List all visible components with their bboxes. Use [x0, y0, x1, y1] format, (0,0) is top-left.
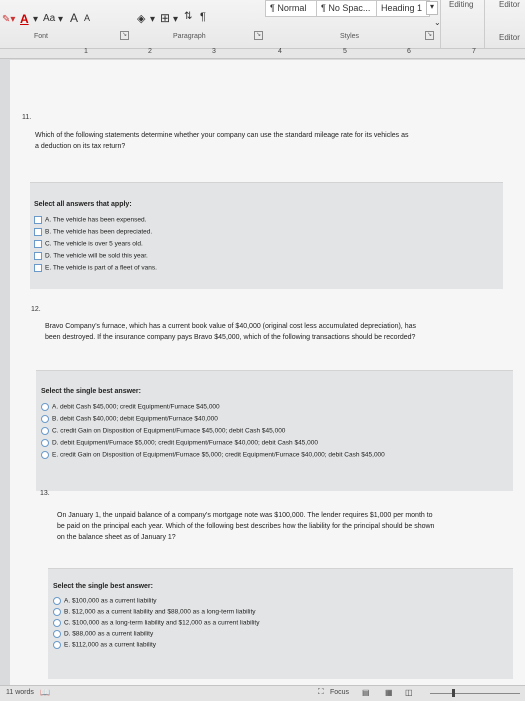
- editing-button[interactable]: [440, 0, 485, 48]
- answer-option[interactable]: [53, 630, 153, 638]
- editor-label: Editor: [499, 0, 520, 9]
- ruler-mark: 3: [212, 48, 216, 55]
- word-count[interactable]: 11 words: [6, 689, 34, 696]
- option-label: A. $100,000 as a current liability: [64, 597, 157, 605]
- option-label: E. credit Gain on Disposition of Equipment/Furnace $5,000; credit Equipment/Furnace $40,000; debit Cash $45,000: [52, 451, 385, 459]
- font-color-dropdown-icon[interactable]: ▾: [33, 14, 39, 25]
- option-label: E. $112,000 as a current liability: [64, 641, 157, 649]
- change-case-button[interactable]: Aa: [43, 13, 56, 24]
- option-label: D. $88,000 as a current liability: [64, 630, 154, 638]
- styles-gallery-icon[interactable]: ⌄: [434, 18, 441, 27]
- paragraph-group-label: Paragraph: [173, 33, 206, 40]
- answer-box: [48, 568, 513, 679]
- answer-option[interactable]: [53, 608, 256, 616]
- question-text: [35, 130, 515, 152]
- ribbon: [0, 0, 525, 49]
- editor-group-label: Editor: [499, 33, 520, 42]
- checkbox[interactable]: [34, 264, 42, 272]
- paragraph-dialog-launcher-icon[interactable]: ↘: [255, 32, 262, 38]
- styles-scroll-icon[interactable]: ▾: [426, 1, 438, 15]
- radio-button[interactable]: [53, 630, 61, 638]
- ruler-mark: 2: [148, 48, 152, 55]
- highlight-icon[interactable]: ✎▾: [2, 14, 16, 25]
- option-label: C. $100,000 as a long-term liability and $12,000 as a current liability: [64, 619, 260, 627]
- radio-button[interactable]: [41, 439, 49, 447]
- ruler-mark: 4: [278, 48, 282, 55]
- question-text: [57, 510, 513, 543]
- option-label: A. The vehicle has been expensed.: [45, 216, 147, 224]
- focus-button[interactable]: Focus: [330, 689, 350, 696]
- horizontal-ruler[interactable]: [0, 49, 525, 59]
- editing-label: Editing: [449, 0, 474, 9]
- question-text-line: On January 1, the unpaid balance of a company's mortgage note was $100,000. The lender requires $1,000 per month to: [57, 512, 433, 519]
- checkbox[interactable]: [34, 228, 42, 236]
- radio-button[interactable]: [41, 415, 49, 423]
- document-page[interactable]: [10, 60, 525, 685]
- radio-button[interactable]: [41, 451, 49, 459]
- question-text-line: on the balance sheet as of January 1?: [57, 534, 176, 541]
- styles-group-label: Styles: [340, 33, 360, 40]
- status-bar: [0, 685, 525, 701]
- radio-button[interactable]: [53, 619, 61, 627]
- question-text: [45, 321, 515, 343]
- web-layout-icon[interactable]: ◫: [405, 688, 413, 697]
- font-group-label: Font: [34, 33, 49, 40]
- styles-dialog-launcher-icon[interactable]: ↘: [426, 32, 433, 38]
- editor-button[interactable]: [484, 0, 525, 48]
- answer-option[interactable]: [41, 427, 285, 435]
- proofing-icon[interactable]: 📖: [40, 688, 50, 697]
- ruler-mark: 5: [343, 48, 347, 55]
- answer-option[interactable]: [41, 439, 318, 447]
- question-text-line: be paid on the principal each year. Which of the following best describes how the liability for the principal should be shown: [57, 523, 435, 530]
- option-label: C. The vehicle is over 5 years old.: [45, 240, 143, 248]
- question-text-line: a deduction on its tax return?: [35, 143, 126, 150]
- checkbox[interactable]: [34, 216, 42, 224]
- show-formatting-icon[interactable]: ¶: [200, 11, 206, 23]
- option-label: D. The vehicle will be sold this year.: [45, 252, 148, 260]
- font-dialog-launcher-icon[interactable]: ↘: [121, 32, 128, 38]
- question-number: 11.: [22, 114, 32, 121]
- radio-button[interactable]: [53, 608, 61, 616]
- answer-instruction: Select the single best answer:: [41, 388, 141, 395]
- shading-dropdown-icon[interactable]: ▾: [150, 14, 156, 25]
- question-text-line: Which of the following statements determine whether your company can use the standard mileage rate for its vehicles as: [35, 132, 409, 139]
- answer-instruction: Select all answers that apply:: [34, 201, 132, 208]
- checkbox[interactable]: [34, 240, 42, 248]
- option-label: B. The vehicle has been depreciated.: [45, 228, 153, 236]
- answer-instruction: Select the single best answer:: [53, 583, 153, 590]
- radio-button[interactable]: [53, 597, 61, 605]
- ruler-mark: 7: [472, 48, 476, 55]
- ruler-mark: 1: [84, 48, 88, 55]
- answer-option[interactable]: [53, 597, 157, 605]
- radio-button[interactable]: [41, 427, 49, 435]
- option-label: C. credit Gain on Disposition of Equipment/Furnace $45,000; debit Cash $45,000: [52, 427, 286, 435]
- sort-icon[interactable]: ⇅: [184, 11, 193, 22]
- shading-icon[interactable]: ◈: [137, 13, 146, 25]
- answer-option[interactable]: [34, 252, 148, 260]
- answer-option[interactable]: [53, 641, 156, 649]
- question-text-line: been destroyed. If the insurance company pays Bravo $45,000, which of the following transactions should be recorded?: [45, 334, 416, 341]
- option-label: A. debit Cash $45,000; credit Equipment/Furnace $45,000: [52, 403, 220, 411]
- ruler-mark: 6: [407, 48, 411, 55]
- print-layout-icon[interactable]: ▦: [385, 688, 393, 697]
- option-label: E. The vehicle is part of a fleet of vans.: [45, 264, 157, 272]
- shrink-font-button[interactable]: A: [84, 13, 91, 23]
- answer-option[interactable]: [41, 403, 220, 411]
- answer-option[interactable]: [34, 228, 152, 236]
- style-heading-1[interactable]: Heading 1: [376, 0, 430, 17]
- radio-button[interactable]: [41, 403, 49, 411]
- style-normal[interactable]: ¶ Normal: [265, 0, 321, 17]
- read-mode-icon[interactable]: ▤: [362, 688, 370, 697]
- radio-button[interactable]: [53, 641, 61, 649]
- checkbox[interactable]: [34, 252, 42, 260]
- answer-option[interactable]: [41, 451, 385, 459]
- option-label: B. debit Cash $40,000; debit Equipment/Furnace $40,000: [52, 415, 218, 423]
- style-no-spacing[interactable]: ¶ No Spac...: [316, 0, 381, 17]
- chevron-down-icon[interactable]: ▾: [58, 14, 64, 25]
- answer-box: [30, 182, 503, 289]
- zoom-slider[interactable]: [430, 693, 520, 694]
- answer-box: [36, 370, 513, 491]
- zoom-slider-thumb[interactable]: [452, 689, 455, 697]
- answer-option[interactable]: [34, 216, 146, 224]
- focus-icon[interactable]: ⛶: [318, 687, 324, 696]
- font-color-icon[interactable]: A: [20, 12, 29, 26]
- answer-option[interactable]: [53, 619, 259, 627]
- borders-icon[interactable]: ⊞: [160, 11, 171, 25]
- answer-option[interactable]: [34, 264, 157, 272]
- borders-dropdown-icon[interactable]: ▾: [173, 14, 179, 25]
- question-number: 12.: [31, 306, 41, 313]
- grow-font-button[interactable]: A: [70, 11, 79, 25]
- question-number: 13.: [40, 490, 50, 497]
- answer-option[interactable]: [34, 240, 143, 248]
- option-label: D. debit Equipment/Furnace $5,000; credit Equipment/Furnace $40,000; debit Cash $45,000: [52, 439, 318, 447]
- answer-option[interactable]: [41, 415, 218, 423]
- option-label: B. $12,000 as a current liability and $88,000 as a long-term liability: [64, 608, 256, 616]
- question-text-line: Bravo Company's furnace, which has a current book value of $40,000 (original cost less accumulated depreciation), has: [45, 323, 416, 330]
